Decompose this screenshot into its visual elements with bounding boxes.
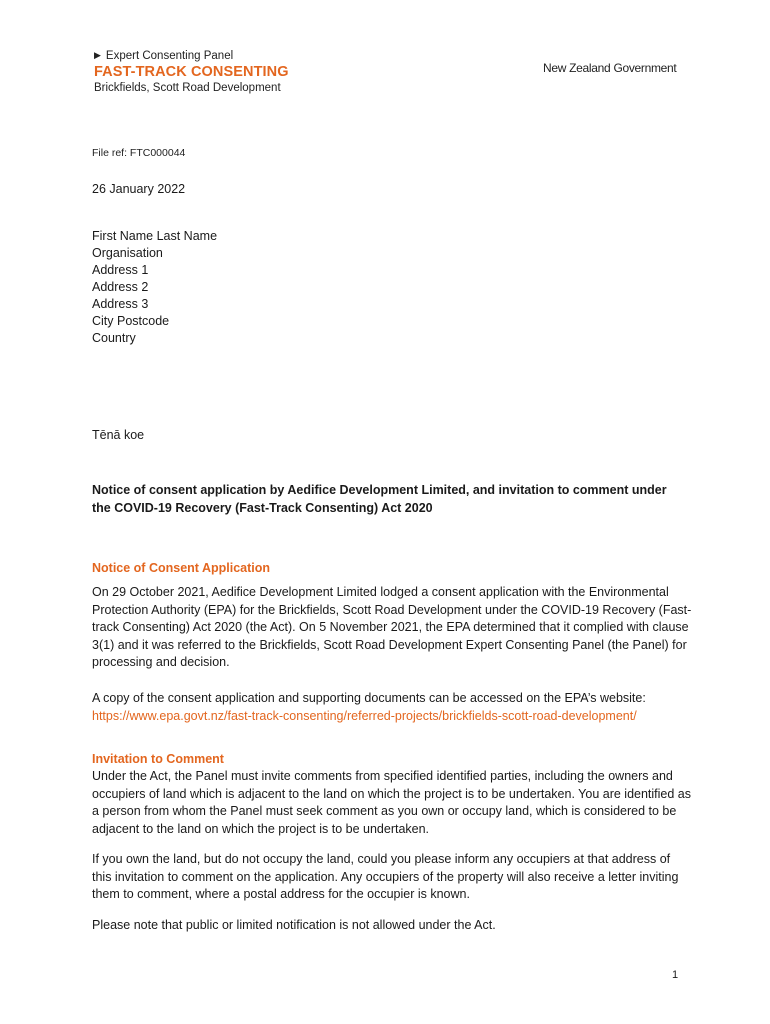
brand-title: FAST-TRACK CONSENTING — [94, 64, 289, 80]
address-line: City Postcode — [92, 314, 170, 328]
nz-government-logo: New Zealand Government — [543, 61, 677, 75]
address-line: Address 1 — [92, 263, 149, 277]
greeting: Tēnā koe — [92, 428, 145, 442]
address-line: First Name Last Name — [92, 229, 218, 243]
right-triangle-icon: ▶ — [94, 50, 101, 60]
recipient-address — [92, 228, 217, 347]
page-number: 1 — [672, 969, 679, 981]
epa-website-link[interactable]: https://www.epa.govt.nz/fast-track-consenting/referred-projects/brickfields-scott-road-development/ — [92, 708, 637, 723]
section-heading-notice: Notice of Consent Application — [92, 561, 271, 575]
letter-date: 26 January 2022 — [92, 182, 186, 196]
invitation-paragraph-3: Please note that public or limited notification is not allowed under the Act. — [92, 918, 496, 932]
file-reference: File ref: FTC000044 — [92, 147, 186, 159]
address-line: Organisation — [92, 246, 163, 260]
invitation-paragraph-1: Under the Act, the Panel must invite comments from specified identified parties, including the owners and occupiers of land which is adjacent to the land on which the project is to be undertaken. You are identified as a person from whom the Panel must seek comment as you own or occupy land, which is considered to be adjacent to the land on which the project is to be undertaken. — [92, 769, 691, 836]
address-line: Address 3 — [92, 297, 149, 311]
panel-line — [94, 48, 289, 63]
letterhead — [94, 48, 289, 97]
address-line: Country — [92, 331, 136, 345]
website-intro-text: A copy of the consent application and supporting documents can be accessed on the EPA’s website: — [92, 691, 646, 705]
notice-paragraph-1: On 29 October 2021, Aedifice Development Limited lodged a consent application with the Environmental Protection Authority (EPA) for the Brickfields, Scott Road Development under the COVID-19 Recovery (Fast-track Consenting) Act 2020 (the Act). On 5 November 2021, the EPA determined that it complied with clause 3(1) and it was referred to the Brickfields, Scott Road Development Expert Consenting Panel (the Panel) for processing and decision. — [92, 585, 692, 670]
panel-label: Expert Consenting Panel — [105, 49, 234, 62]
address-line: Address 2 — [92, 280, 149, 294]
letter-subject: Notice of consent application by Aedifice Development Limited, and invitation to comment under the COVID-19 Recovery (Fast-Track Consenting) Act 2020 — [92, 483, 667, 515]
invitation-paragraph-2: If you own the land, but do not occupy the land, could you please inform any occupiers at that address of this invitation to comment on the application. Any occupiers of the property will also receive a letter inviting them to comment, where a postal address for the occupier is known. — [92, 852, 679, 902]
notice-paragraph-2 — [92, 690, 692, 725]
section-heading-invitation: Invitation to Comment — [92, 752, 224, 766]
project-name: Brickfields, Scott Road Development — [94, 82, 281, 94]
